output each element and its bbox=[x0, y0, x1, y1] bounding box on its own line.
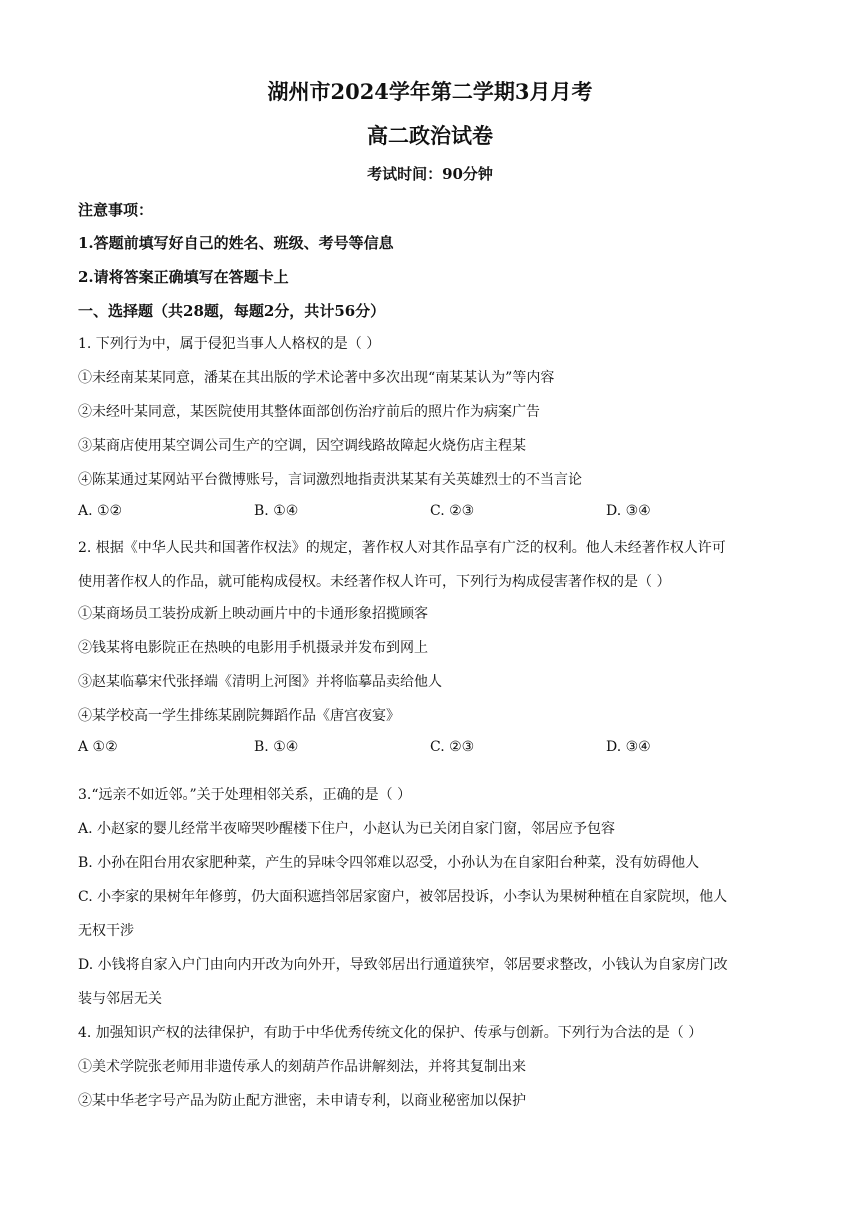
question-item: ③某商店使用某空调公司生产的空调，因空调线路故障起火烧伤店主程某 bbox=[78, 438, 526, 454]
question-item: ②未经叶某同意，某医院使用其整体面部创伤治疗前后的照片作为病案广告 bbox=[78, 404, 540, 420]
exam-title: 湖州市2024学年第二学期3月月考 bbox=[267, 79, 593, 104]
answer-option: C. ②③ bbox=[430, 503, 475, 519]
note-item: 2.请将答案正确填写在答题卡上 bbox=[78, 268, 289, 286]
question-item: ②某中华老字号产品为防止配方泄密，未申请专利，以商业秘密加以保护 bbox=[78, 1093, 526, 1109]
question-item: ②钱某将电影院正在热映的电影用手机摄录并发布到网上 bbox=[78, 640, 428, 656]
answer-option: C. ②③ bbox=[430, 739, 475, 755]
note-item: 1.答题前填写好自己的姓名、班级、考号等信息 bbox=[78, 234, 394, 252]
question-choice-line: D. 小钱将自家入户门由向内开改为向外开，导致邻居出行通道狭窄，邻居要求整改，小钱认为自家房门改 bbox=[78, 957, 728, 973]
question-choice-line: 无权干涉 bbox=[78, 923, 134, 939]
exam-subtitle: 高二政治试卷 bbox=[367, 123, 493, 148]
answer-option: B. ①④ bbox=[254, 739, 299, 755]
question-item: ③赵某临摹宋代张择端《清明上河图》并将临摹品卖给他人 bbox=[78, 674, 442, 690]
question-item: ④陈某通过某网站平台微博账号，言词激烈地指责洪某某有关英雄烈士的不当言论 bbox=[78, 472, 582, 488]
question-item: ①某商场员工装扮成新上映动画片中的卡通形象招揽顾客 bbox=[78, 606, 428, 622]
answer-option: B. ①④ bbox=[254, 503, 299, 519]
question-item: ①美术学院张老师用非遗传承人的刻葫芦作品讲解刻法，并将其复制出来 bbox=[78, 1059, 526, 1075]
answer-option: A ①② bbox=[78, 739, 118, 755]
question-choice-line: 装与邻居无关 bbox=[78, 991, 162, 1007]
answer-option: A. ①② bbox=[78, 503, 123, 519]
question-choice-line: B. 小孙在阳台用农家肥种菜，产生的异味令四邻难以忍受，小孙认为在自家阳台种菜，没有妨碍他人 bbox=[78, 855, 700, 871]
question-item: ①未经南某某同意，潘某在其出版的学术论著中多次出现“南某某认为”等内容 bbox=[78, 370, 555, 386]
question-stem: 1. 下列行为中，属于侵犯当事人人格权的是（ ） bbox=[78, 336, 381, 352]
question-choice-line: A. 小赵家的婴儿经常半夜啼哭吵醒楼下住户，小赵认为已关闭自家门窗，邻居应予包容 bbox=[78, 821, 616, 837]
question-stem: 2. 根据《中华人民共和国著作权法》的规定，著作权人对其作品享有广泛的权利。他人未经著作权人许可 bbox=[78, 540, 726, 556]
answer-option: D. ③④ bbox=[606, 503, 651, 519]
question-choice-line: C. 小李家的果树年年修剪，仍大面积遮挡邻居家窗户，被邻居投诉，小李认为果树种植在自家院坝，他人 bbox=[78, 889, 728, 905]
exam-time: 考试时间：90分钟 bbox=[367, 165, 493, 183]
notes-heading: 注意事项： bbox=[78, 201, 154, 219]
question-stem: 使用著作权人的作品，就可能构成侵权。未经著作权人许可，下列行为构成侵害著作权的是（ ） bbox=[78, 574, 671, 590]
section-heading: 一、选择题（共28题，每题2分，共计56分） bbox=[78, 302, 386, 320]
question-stem: 3.“远亲不如近邻。”关于处理相邻关系，正确的是（ ） bbox=[78, 787, 412, 803]
answer-option: D. ③④ bbox=[606, 739, 651, 755]
question-stem: 4. 加强知识产权的法律保护，有助于中华优秀传统文化的保护、传承与创新。下列行为合法的是（ ） bbox=[78, 1025, 703, 1041]
question-item: ④某学校高一学生排练某剧院舞蹈作品《唐宫夜宴》 bbox=[78, 708, 400, 724]
